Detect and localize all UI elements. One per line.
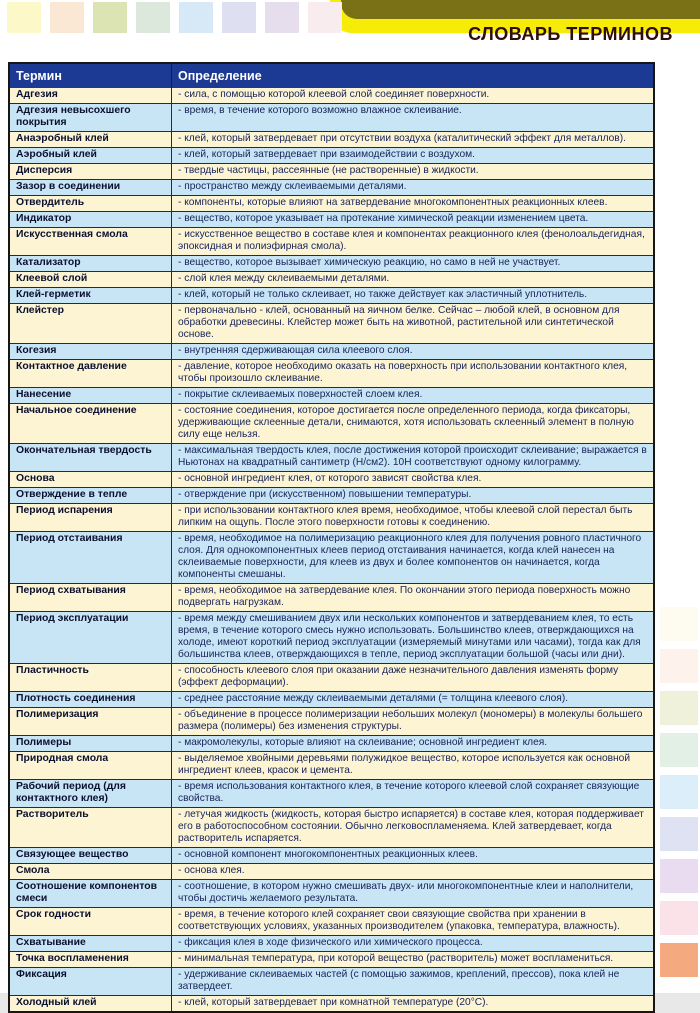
table-row xyxy=(10,735,653,751)
term-cell: Период испарения xyxy=(10,504,172,531)
definition-cell: - макромолекулы, которые влияют на склеивание; основной ингредиент клея. xyxy=(178,737,548,748)
definition-cell: - пространство между склеиваемыми деталями. xyxy=(178,181,407,192)
table-row xyxy=(10,255,653,271)
definition-cell: - основа клея. xyxy=(178,865,245,876)
term-cell: Основа xyxy=(10,472,172,487)
table-row xyxy=(10,751,653,779)
table-row xyxy=(10,195,653,211)
term-cell: Анаэробный клей xyxy=(10,132,172,147)
glossary-table-body xyxy=(10,88,653,1011)
definition-cell: - время, в течение которого клей сохраняет свои связующие свойства при хранении в соответствующих условиях, указанных производителем (упаковка, температура, влажность). xyxy=(178,909,620,932)
term-cell: Клейстер xyxy=(10,304,172,343)
definition-cell: - при использовании контактного клея время, необходимое, чтобы клеевой слой перестал быть липким на ощупь. После этого поверхности готовы к соединению. xyxy=(178,505,633,528)
term-cell: Отвердитель xyxy=(10,196,172,211)
table-row xyxy=(10,359,653,387)
color-swatch xyxy=(50,2,84,33)
term-cell: Срок годности xyxy=(10,908,172,935)
term-cell: Пластичность xyxy=(10,664,172,691)
term-cell: Адгезия невысохшего покрытия xyxy=(10,104,172,131)
term-cell: Плотность соединения xyxy=(10,692,172,707)
table-row xyxy=(10,611,653,663)
term-cell: Зазор в соединении xyxy=(10,180,172,195)
term-cell: Полимеризация xyxy=(10,708,172,735)
definition-cell: - сила, с помощью которой клеевой слой соединяет поверхности. xyxy=(178,89,490,100)
definition-cell: - основной компонент многокомпонентных реакционных клеев. xyxy=(178,849,478,860)
table-row xyxy=(10,691,653,707)
definition-cell: - первоначально - клей, основанный на яичном белке. Сейчас – любой клей, в основном для обработки древесины. Клейстер может быть на животной, растительной или синтетической основе. xyxy=(178,305,620,340)
table-row xyxy=(10,343,653,359)
table-row xyxy=(10,227,653,255)
color-swatch xyxy=(136,2,170,33)
table-row xyxy=(10,583,653,611)
term-cell: Дисперсия xyxy=(10,164,172,179)
definition-cell: - летучая жидкость (жидкость, которая быстро испаряется) в составе клея, которая поддерживает его в работоспособном состоянии. Обычно легковоспламеняема. Клей затвердевает, когда растворитель испаряется. xyxy=(178,809,644,844)
definition-cell: - соотношение, в котором нужно смешивать двух- или многокомпонентные клеи и наполнители, чтобы достичь желаемого результата. xyxy=(178,881,634,904)
definition-cell: - основной ингредиент клея, от которого зависят свойства клея. xyxy=(178,473,482,484)
definition-cell: - способность клеевого слоя при оказании даже незначительного давления изменять форму (эффект деформации). xyxy=(178,665,619,688)
header-band-olive xyxy=(341,0,700,19)
table-row xyxy=(10,935,653,951)
color-swatch xyxy=(7,2,41,33)
definition-cell: - фиксация клея в ходе физического или химического процесса. xyxy=(178,937,483,948)
table-row xyxy=(10,995,653,1011)
definition-cell: - твердые частицы, рассеянные (не растворенные) в жидкости. xyxy=(178,165,479,176)
term-cell: Природная смола xyxy=(10,752,172,779)
term-cell: Нанесение xyxy=(10,388,172,403)
term-cell: Полимеры xyxy=(10,736,172,751)
definition-cell: - удерживание склеиваемых частей (с помощью зажимов, креплений, прессов), пока клей не затвердеет. xyxy=(178,969,620,992)
definition-cell: - клей, который не только склеивает, но также действует как эластичный уплотнитель. xyxy=(178,289,588,300)
table-row xyxy=(10,503,653,531)
term-cell: Соотношение компонентов смеси xyxy=(10,880,172,907)
term-cell: Растворитель xyxy=(10,808,172,847)
table-row xyxy=(10,471,653,487)
definition-cell: - состояние соединения, которое достигается после определенного периода, когда фиксаторы, удерживающие склеенные детали, снимаются, хотя использовать склеенный элемент в полную силу еще нельзя. xyxy=(178,405,634,440)
table-row xyxy=(10,807,653,847)
term-cell: Катализатор xyxy=(10,256,172,271)
table-row xyxy=(10,707,653,735)
color-swatch xyxy=(660,775,698,809)
term-cell: Адгезия xyxy=(10,88,172,103)
term-cell: Период отстаивания xyxy=(10,532,172,583)
definition-cell: - минимальная температура, при которой вещество (растворитель) может воспламениться. xyxy=(178,953,614,964)
definition-cell: - среднее расстояние между склеиваемыми деталями (= толщина клеевого слоя). xyxy=(178,693,569,704)
table-row xyxy=(10,88,653,103)
table-row xyxy=(10,879,653,907)
table-row xyxy=(10,967,653,995)
term-cell: Контактное давление xyxy=(10,360,172,387)
color-swatch xyxy=(660,943,698,977)
table-row xyxy=(10,779,653,807)
term-cell: Отверждение в тепле xyxy=(10,488,172,503)
color-swatch xyxy=(93,2,127,33)
definition-cell: - слой клея между склеиваемыми деталями. xyxy=(178,273,390,284)
table-row xyxy=(10,211,653,227)
term-cell: Начальное соединение xyxy=(10,404,172,443)
color-swatch xyxy=(265,2,299,33)
table-row xyxy=(10,271,653,287)
term-cell: Окончательная твердость xyxy=(10,444,172,471)
color-swatch xyxy=(660,649,698,683)
term-cell: Период эксплуатации xyxy=(10,612,172,663)
term-cell: Схватывание xyxy=(10,936,172,951)
color-swatch xyxy=(660,691,698,725)
table-row xyxy=(10,951,653,967)
term-cell: Холодный клей xyxy=(10,996,172,1011)
term-cell: Индикатор xyxy=(10,212,172,227)
definition-cell: - клей, который затвердевает при взаимодействии с воздухом. xyxy=(178,149,475,160)
definition-cell: - компоненты, которые влияют на затвердевание многокомпонентных реакционных клеев. xyxy=(178,197,608,208)
table-row xyxy=(10,163,653,179)
column-header-definition: Определение xyxy=(178,69,262,83)
term-cell: Смола xyxy=(10,864,172,879)
table-row xyxy=(10,131,653,147)
table-header-row xyxy=(10,64,653,88)
definition-cell: - покрытие склеиваемых поверхностей слоем клея. xyxy=(178,389,423,400)
definition-cell: - время между смешиванием двух или нескольких компонентов и затвердеванием клея, то есть время, в течение которого смесь нужно использовать. Большинство клеев, отверждающихся на холоде, имеют короткий период эксплуатации (измеряемый минутами или часами), тогда как для большинства клеев, отверждающихся в тепле, период эксплуатации большой (часы или дни). xyxy=(178,613,641,660)
table-row xyxy=(10,303,653,343)
table-row xyxy=(10,179,653,195)
term-cell: Искусственная смола xyxy=(10,228,172,255)
definition-cell: - максимальная твердость клея, после достижения которой происходит склеивание; выражается в Ньютонах на квадратный сантиметр (Н/см2). 10Н соответствуют одному килограмму. xyxy=(178,445,647,468)
definition-cell: - клей, который затвердевает при отсутствии воздуха (каталитический эффект для металлов). xyxy=(178,133,626,144)
term-cell: Рабочий период (для контактного клея) xyxy=(10,780,172,807)
color-swatch xyxy=(222,2,256,33)
term-cell: Клей-герметик xyxy=(10,288,172,303)
definition-cell: - выделяемое хвойными деревьями полужидкое вещество, которое используется как основной ингредиент клеев, красок и цемента. xyxy=(178,753,631,776)
term-cell: Связующее вещество xyxy=(10,848,172,863)
definition-cell: - время использования контактного клея, в течение которого клеевой слой сохраняет связующие свойства. xyxy=(178,781,640,804)
color-swatch xyxy=(179,2,213,33)
table-row xyxy=(10,847,653,863)
table-row xyxy=(10,863,653,879)
table-row xyxy=(10,403,653,443)
definition-cell: - объединение в процессе полимеризации небольших молекул (мономеры) в молекулы большего размера (полимеры) без изменения структуры. xyxy=(178,709,643,732)
color-swatch xyxy=(660,859,698,893)
term-cell: Точка воспламенения xyxy=(10,952,172,967)
definition-cell: - вещество, которое указывает на протекание химической реакции изменением цвета. xyxy=(178,213,589,224)
color-swatch xyxy=(660,733,698,767)
term-cell: Фиксация xyxy=(10,968,172,995)
term-cell: Период схватывания xyxy=(10,584,172,611)
table-row xyxy=(10,103,653,131)
definition-cell: - давление, которое необходимо оказать на поверхность при использовании контактного клея, чтобы произошло склеивание. xyxy=(178,361,628,384)
table-row xyxy=(10,387,653,403)
definition-cell: - вещество, которое вызывает химическую реакцию, но само в ней не участвует. xyxy=(178,257,561,268)
glossary-table xyxy=(8,62,655,1013)
column-header-term: Термин xyxy=(10,64,172,88)
term-cell: Аэробный клей xyxy=(10,148,172,163)
table-row xyxy=(10,487,653,503)
table-row xyxy=(10,907,653,935)
definition-cell: - клей, который затвердевает при комнатной температуре (20°С). xyxy=(178,997,489,1008)
definition-cell: - время, необходимое на затвердевание клея. По окончании этого периода поверхность можно подвергать нагрузкам. xyxy=(178,585,631,608)
definition-cell: - внутренняя сдерживающая сила клеевого слоя. xyxy=(178,345,413,356)
table-row xyxy=(10,147,653,163)
definition-cell: - время, в течение которого возможно влажное склеивание. xyxy=(178,105,462,116)
page-title: СЛОВАРЬ ТЕРМИНОВ xyxy=(468,24,673,44)
color-swatch xyxy=(660,607,698,641)
definition-cell: - отверждение при (искусственном) повышении температуры. xyxy=(178,489,472,500)
term-cell: Клеевой слой xyxy=(10,272,172,287)
table-row xyxy=(10,287,653,303)
table-row xyxy=(10,663,653,691)
color-swatch xyxy=(660,901,698,935)
definition-cell: - время, необходимое на полимеризацию реакционного клея для получения ровного пластичного слоя. Для однокомпонентных клеев период отстаивания начинается, когда клей нанесен на склеиваемые поверхности, для клеев из двух и более компонентов он начинается, когда компоненты смешаны. xyxy=(178,533,642,580)
term-cell: Когезия xyxy=(10,344,172,359)
color-swatch xyxy=(308,2,342,33)
color-swatch xyxy=(660,817,698,851)
definition-cell: - искусственное вещество в составе клея и компонентах реакционного клея (фенолоальдегидная, эпоксидная и полиэфирная смола). xyxy=(178,229,645,252)
table-row xyxy=(10,443,653,471)
table-row xyxy=(10,531,653,583)
